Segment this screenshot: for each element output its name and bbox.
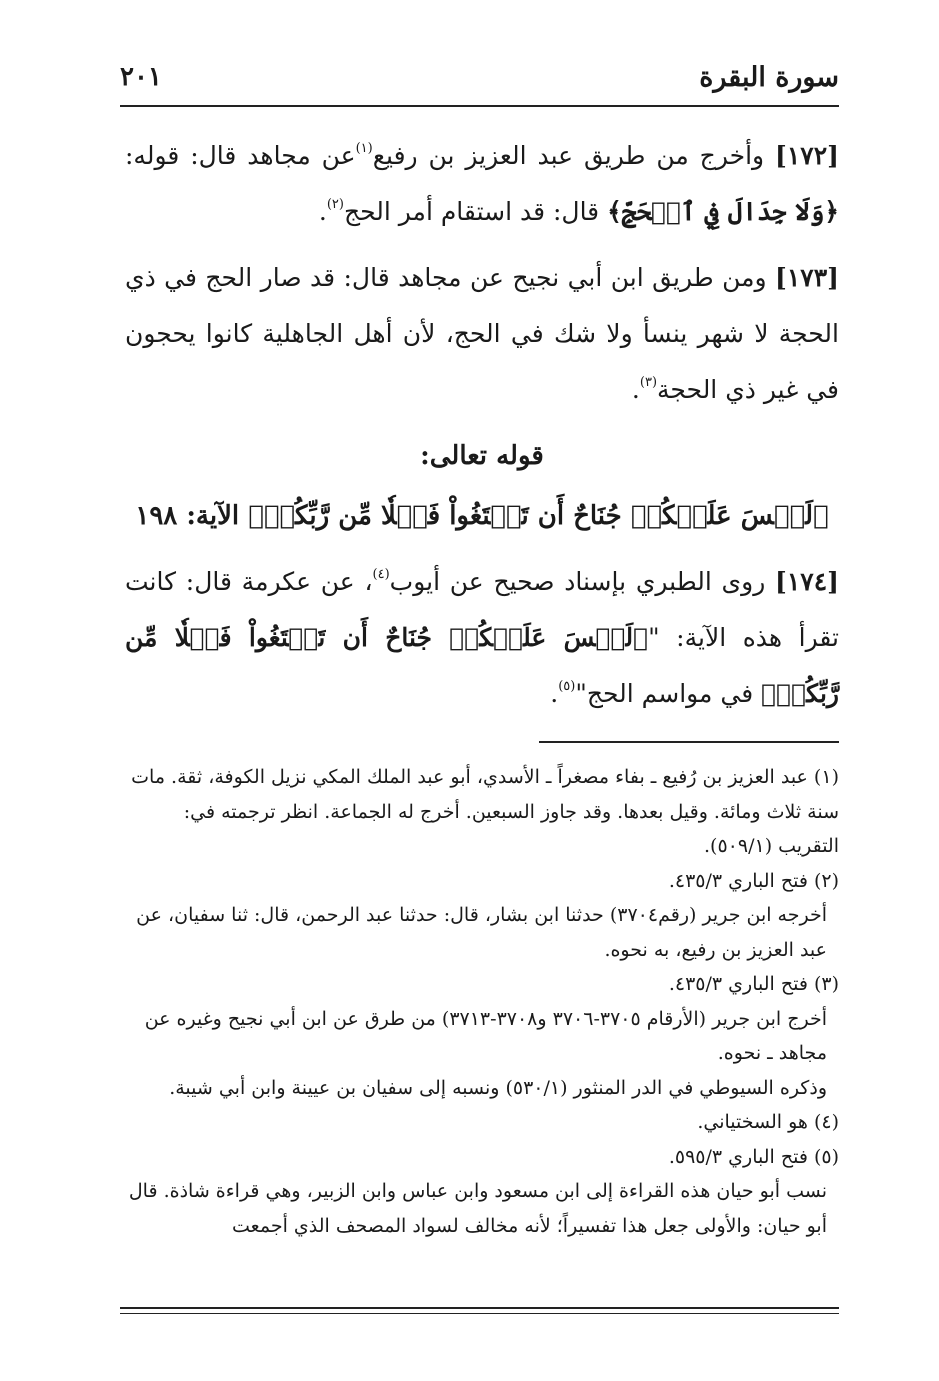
footnote-3-detail: أخرج ابن جرير (الأرقام ٣٧٠٥-٣٧٠٦ و٣٧٠٨-٣٧١٣) من طرق عن ابن أبي نجيح وغيره عن مجاهد ـ نحوه. <box>144 1007 827 1064</box>
entry-number: [١٧٢] <box>775 141 839 170</box>
paragraph-text: ومن طريق ابن أبي نجيح عن مجاهد قال: قد صار الحج في ذي الحجة لا شهر ينسأ ولا شك في الحج، لأن أهل الجاهلية كانوا يحجون في غير ذي الحجة <box>125 263 839 404</box>
footnote-3: (٣) فتح الباري ٤٣٥/٣. <box>668 973 839 995</box>
verse-reference: الآية: ١٩٨ <box>135 501 249 531</box>
section-heading: قوله تعالى: <box>420 441 544 471</box>
header-divider <box>120 105 839 107</box>
bottom-divider <box>120 1307 839 1309</box>
footnote-5: (٥) فتح الباري ٥٩٥/٣. <box>668 1145 839 1168</box>
footnote-5-detail: نسب أبو حيان هذه القراءة إلى ابن مسعود وابن عباس وابن الزبير، وهي قراءة شاذة. قال أبو حيان: والأولى جعل هذا تفسيراً؛ لأنه مخالف لسواد المصحف الذي أجمعت <box>128 1180 827 1237</box>
paragraph-text: عن مجاهد قال: قوله: <box>125 141 356 170</box>
footnote-2: (٢) فتح الباري ٤٣٥/٣. <box>668 869 839 892</box>
entry-number: [١٧٤] <box>775 567 839 596</box>
bottom-divider-thin <box>120 1313 839 1314</box>
quran-quote: ﴿لَيۡسَ عَلَيۡكُمۡ جُنَاحٌ أَن تَبۡتَغُواْ فَضۡلٗا مِّن رَّبِّكُمۡ﴾ <box>125 623 839 708</box>
paragraph-174 <box>125 554 839 722</box>
entry-number: [١٧٣] <box>775 263 839 292</box>
main-text <box>125 128 839 732</box>
paragraph-text: روى الطبري بإسناد صحيح عن أيوب <box>389 567 776 596</box>
footnote-1: (١) عبد العزيز بن رُفيع ـ بفاء مصغراً ـ الأسدي، أبو عبد الملك المكي نزيل الكوفة، ثقة. مات سنة ثلاث ومائة. وقيل بعدها. وقد جاوز السبعين. أخرج له الجماعة. انظر ترجمته في: التقريب (٥٠٩/١). <box>131 766 839 857</box>
paragraph-173 <box>125 250 839 418</box>
surah-title: سورة البقرة <box>699 62 839 93</box>
paragraph-text: في مواسم الحج" <box>575 679 762 708</box>
paragraph-text: قال: قد استقام أمر الحج <box>343 197 608 226</box>
paragraph-172 <box>125 128 839 240</box>
footnote-ref: (٣) <box>639 375 658 390</box>
footnote-4: (٤) هو السختياني. <box>697 1111 839 1133</box>
footnote-ref: (١) <box>355 141 373 156</box>
paragraph-end: . <box>631 375 640 404</box>
verse-heading <box>125 488 839 544</box>
page-header <box>120 60 839 100</box>
paragraph-end: . <box>550 679 559 708</box>
footnotes <box>120 760 839 1243</box>
quran-quote: ﴿وَلَا جِدَالَ فِي ٱلۡحَجِّ﴾ <box>607 197 839 226</box>
footnote-divider <box>539 741 839 743</box>
quran-verse: ﴿لَيۡسَ عَلَيۡكُمۡ جُنَاحٌ أَن تَبۡتَغُواْ فَضۡلٗا مِّن رَّبِّكُمۡ﴾ <box>248 501 829 531</box>
page-number: ٢٠١ <box>120 62 162 92</box>
footnote-ref: (٤) <box>372 567 390 582</box>
footnote-3-detail-2: وذكره السيوطي في الدر المنثور (٥٣٠/١) ونسبه إلى سفيان بن عيينة وابن أبي شيبة. <box>169 1076 827 1099</box>
footnote-ref: (٢) <box>326 197 344 212</box>
paragraph-text: وأخرج من طريق عبد العزيز بن رفيع <box>372 141 775 170</box>
footnote-ref: (٥) <box>558 679 576 694</box>
paragraph-end: . <box>318 197 327 226</box>
footnote-2-detail: أخرجه ابن جرير (رقم٣٧٠٤) حدثنا ابن بشار، قال: حدثنا عبد الرحمن، قال: ثنا سفيان، عن عبد العزيز بن رفيع، به نحوه. <box>136 904 827 961</box>
paragraph-text: ، عن عكرمة قال: كانت تقرأ هذه الآية: " <box>125 567 840 652</box>
